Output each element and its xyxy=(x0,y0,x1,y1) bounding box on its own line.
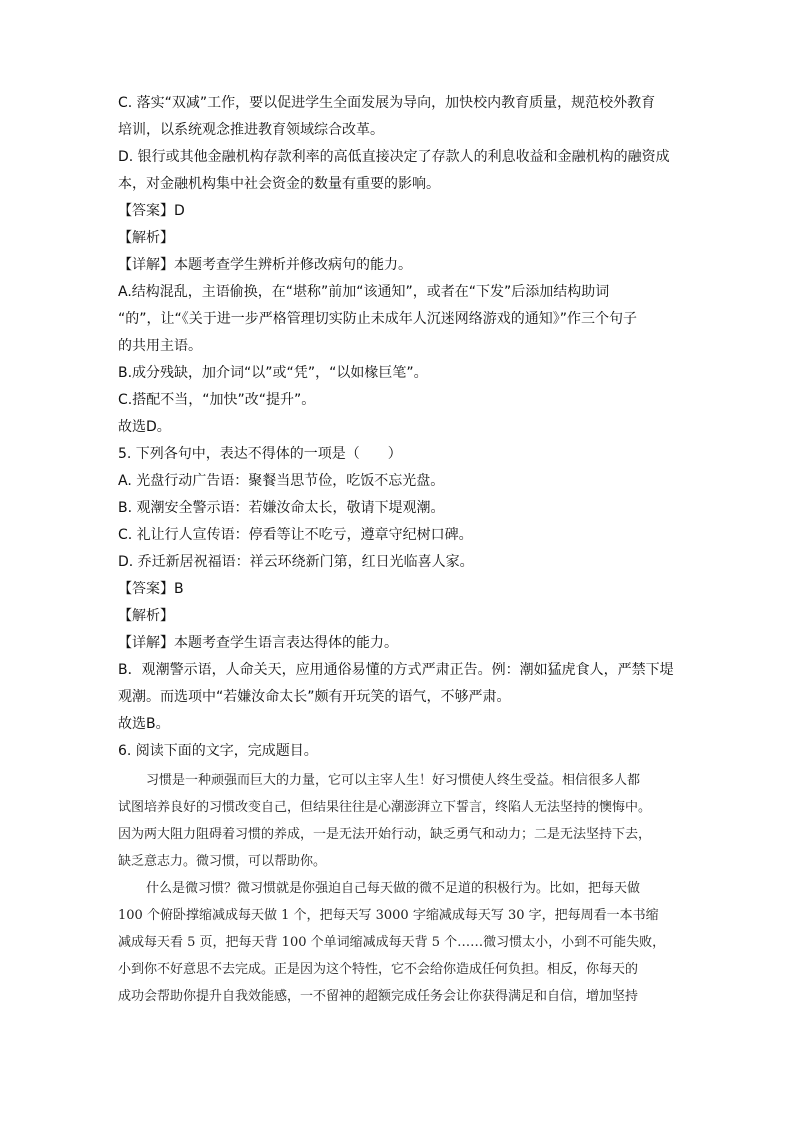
q5-option-a: A. 光盘行动广告语：聚餐当思节俭，吃饭不忘光盘。 xyxy=(118,473,445,489)
question-6: 6. 阅读下面的文字，完成题目。 xyxy=(118,743,318,759)
explain-a-line-3: 的共用主语。 xyxy=(118,338,202,354)
passage-line-2: 试图培养良好的习惯改变自己，但结果往往是心潮澎湃立下誓言，终陷人无法坚持的懊悔中。 xyxy=(118,800,652,815)
option-d-line-1: D. 银行或其他金融机构存款利率的高低直接决定了存款人的利息收益和金融机构的融资成 xyxy=(118,149,670,165)
explain-b: B.成分残缺，加介词“以”或“凭”，“以如椽巨笔”。 xyxy=(118,365,428,381)
passage-line-1: 习惯是一种顽强而巨大的力量，它可以主宰人生！好习惯使人终生受益。相信很多人都 xyxy=(146,773,641,788)
passage-line-8: 小到你不好意思不去完成。正是因为这个特性，它不会给你造成任何负担。相反，你每天的 xyxy=(118,962,639,977)
question-5: 5. 下列各句中，表达不得体的一项是（ ） xyxy=(118,446,402,462)
detail-q4: 【详解】本题考查学生辨析并修改病句的能力。 xyxy=(118,257,412,273)
document-content xyxy=(118,90,678,1010)
explain-c: C.搭配不当，“加快”改“提升”。 xyxy=(118,392,316,408)
passage-line-3: 因为两大阻力阻碍着习惯的养成，一是无法开始行动，缺乏勇气和动力；二是无法坚持下去， xyxy=(118,827,652,842)
option-d-line-2: 本，对金融机构集中社会资金的数量有重要的影响。 xyxy=(118,176,440,192)
choice-q4: 故选D。 xyxy=(118,419,171,435)
detail-q5: 【详解】本题考查学生语言表达得体的能力。 xyxy=(118,635,398,651)
answer-label-q5: 【答案】B xyxy=(118,581,184,597)
passage-line-7: 减成每天看 5 页，把每天背 100 个单词缩减成每天背 5 个……微习惯太小，小到不可能失败， xyxy=(118,935,666,950)
option-c-line-2: 培训，以系统观念推进教育领域综合改革。 xyxy=(118,122,384,138)
q5-explain-line-1: B．观潮警示语，人命关天，应用通俗易懂的方式严肃正告。例：潮如猛虎食人，严禁下堤 xyxy=(118,662,674,678)
choice-q5: 故选B。 xyxy=(118,716,170,732)
passage-line-6: 100 个俯卧撑缩减成每天做 1 个，把每天写 3000 字缩减成每天写 30 字，把每周看一本书缩 xyxy=(118,908,659,923)
option-c-line-1: C. 落实“双减”工作，要以促进学生全面发展为导向，加快校内教育质量，规范校外教育 xyxy=(118,95,656,111)
explain-a-line-1: A.结构混乱，主语偷换，在“堪称”前加“该通知”，或者在“下发”后添加结构助词 xyxy=(118,284,610,300)
q5-option-b: B. 观潮安全警示语：若嫌汝命太长，敬请下堤观潮。 xyxy=(118,500,445,516)
passage-line-9: 成功会帮助你提升自我效能感，一不留神的超额完成任务会让你获得满足和自信，增加坚持 xyxy=(118,989,639,1004)
explain-a-line-2: “的”，让“《关于进一步严格管理切实防止未成年人沉迷网络游戏的通知》”作三个句子 xyxy=(118,311,638,327)
analysis-label-q4: 【解析】 xyxy=(118,230,174,246)
passage-line-4: 缺乏意志力。微习惯，可以帮助你。 xyxy=(118,854,327,869)
analysis-label-q5: 【解析】 xyxy=(118,608,174,624)
passage-line-5: 什么是微习惯？微习惯就是你强迫自己每天做的微不足道的积极行为。比如，把每天做 xyxy=(146,881,641,896)
reading-passage xyxy=(118,767,678,1010)
q5-explain-line-2: 观潮。而选项中“若嫌汝命太长”颇有开玩笑的语气，不够严肃。 xyxy=(118,689,511,705)
answer-label-q4: 【答案】D xyxy=(118,203,185,219)
q5-option-c: C. 礼让行人宣传语：停看等让不吃亏，遵章守纪树口碑。 xyxy=(118,527,473,543)
q5-option-d: D. 乔迁新居祝福语：祥云环绕新门第，红日光临喜人家。 xyxy=(118,554,474,570)
